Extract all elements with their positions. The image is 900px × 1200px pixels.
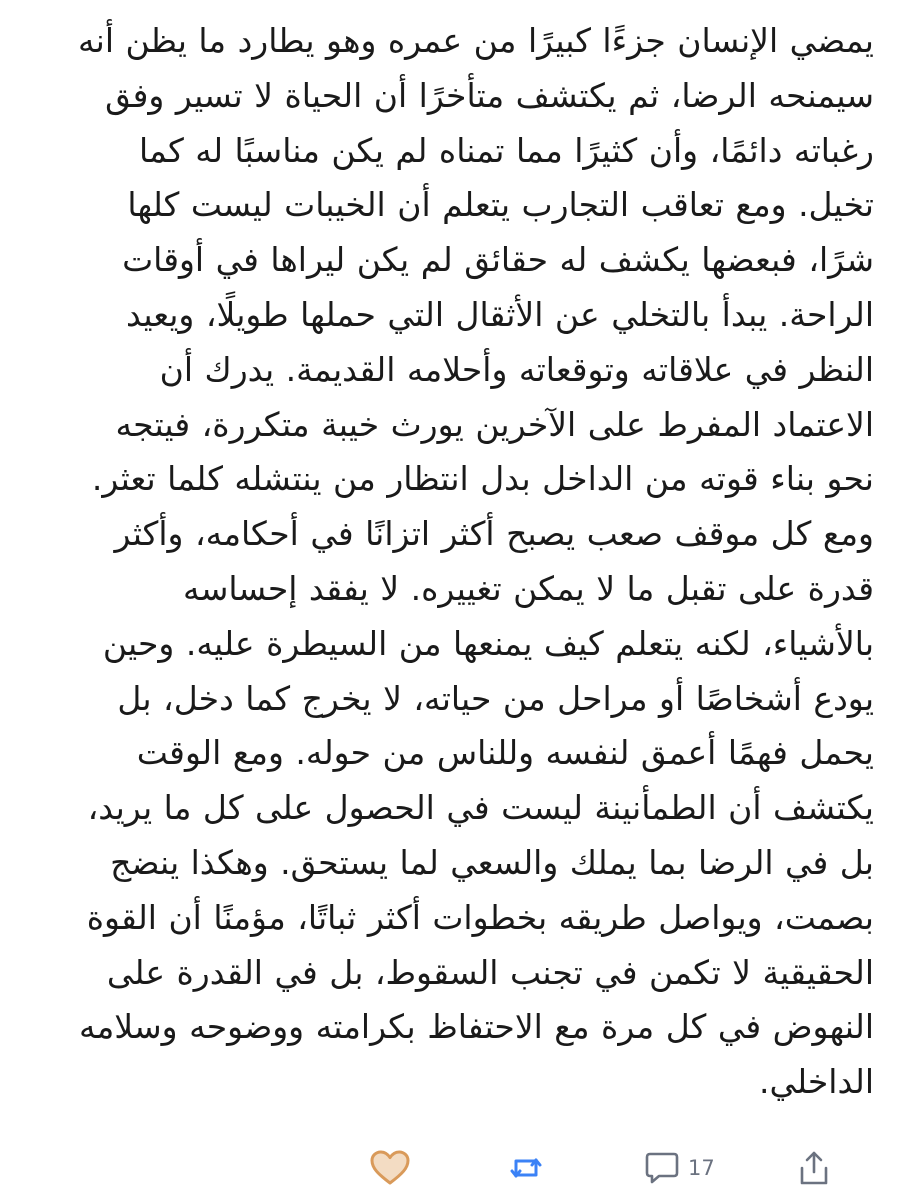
post-line: الحقيقية لا تكمن في تجنب السقوط، بل في القدرة على [106, 952, 874, 992]
post-line: رغباته دائمًا، وأن كثيرًا مما تمناه لم يكن مناسبًا له كما [138, 130, 874, 170]
post-line: نحو بناء قوته من الداخل بدل انتظار من ينتشله كلما تعثر. [91, 459, 874, 499]
post [28, 14, 874, 1104]
repost-button[interactable] [508, 1148, 544, 1188]
speech-bubble-icon [644, 1151, 680, 1185]
post-line: بصمت، ويواصل طريقه بخطوات أكثر ثباتًا، مؤمنًا أن القوة [86, 897, 874, 937]
post-line: يمضي الإنسان جزءًا كبيرًا من عمره وهو يطارد ما يظن أنه [77, 21, 874, 60]
post-line: بل في الرضا بما يملك والسعي لما يستحق. وهكذا ينضج [110, 842, 874, 882]
post-line: ومع كل موقف صعب يصبح أكثر اتزانًا في أحكامه، وأكثر [114, 514, 874, 554]
post-line: يودع أشخاصًا أو مراحل من حياته، لا يخرج كما دخل، بل [117, 678, 874, 718]
post-line: يحمل فهمًا أعمق لنفسه وللناس من حوله. ومع الوقت [136, 733, 874, 773]
reply-count: 17 [688, 1156, 715, 1180]
share-upload-icon [798, 1150, 830, 1186]
post-line: الاعتماد المفرط على الآخرين يورث خيبة متكررة، فيتجه [115, 404, 874, 444]
like-button[interactable] [370, 1148, 410, 1188]
post-line: يكتشف أن الطمأنينة ليست في الحصول على كل ما يريد، [87, 788, 874, 828]
post-line: الراحة. يبدأ بالتخلي عن الأثقال التي حملها طويلًا، ويعيد [126, 294, 874, 334]
repost-icon [508, 1152, 544, 1184]
reply-button[interactable] [644, 1148, 715, 1188]
heart-icon [370, 1150, 410, 1186]
post-line: النظر في علاقاته وتوقعاته وأحلامه القديمة. يدرك أن [159, 349, 874, 389]
post-body-text [28, 14, 874, 1104]
post-line: النهوض في كل مرة مع الاحتفاظ بكرامته ووضوحه وسلامه [78, 1007, 874, 1047]
post-line: بالأشياء، لكنه يتعلم كيف يمنعها من السيطرة عليه. وحين [102, 623, 874, 663]
post-line: قدرة على تقبل ما لا يمكن تغييره. لا يفقد إحساسه [183, 568, 874, 608]
post-action-bar [0, 1130, 900, 1200]
post-line: سيمنحه الرضا، ثم يكتشف متأخرًا أن الحياة لا تسير وفق [105, 75, 874, 115]
post-line: شرًا، فبعضها يكشف له حقائق لم يكن ليراها في أوقات [122, 240, 874, 280]
share-button[interactable] [798, 1148, 830, 1188]
post-line: الداخلي. [758, 1062, 874, 1102]
post-line: تخيل. ومع تعاقب التجارب يتعلم أن الخيبات ليست كلها [127, 185, 874, 225]
